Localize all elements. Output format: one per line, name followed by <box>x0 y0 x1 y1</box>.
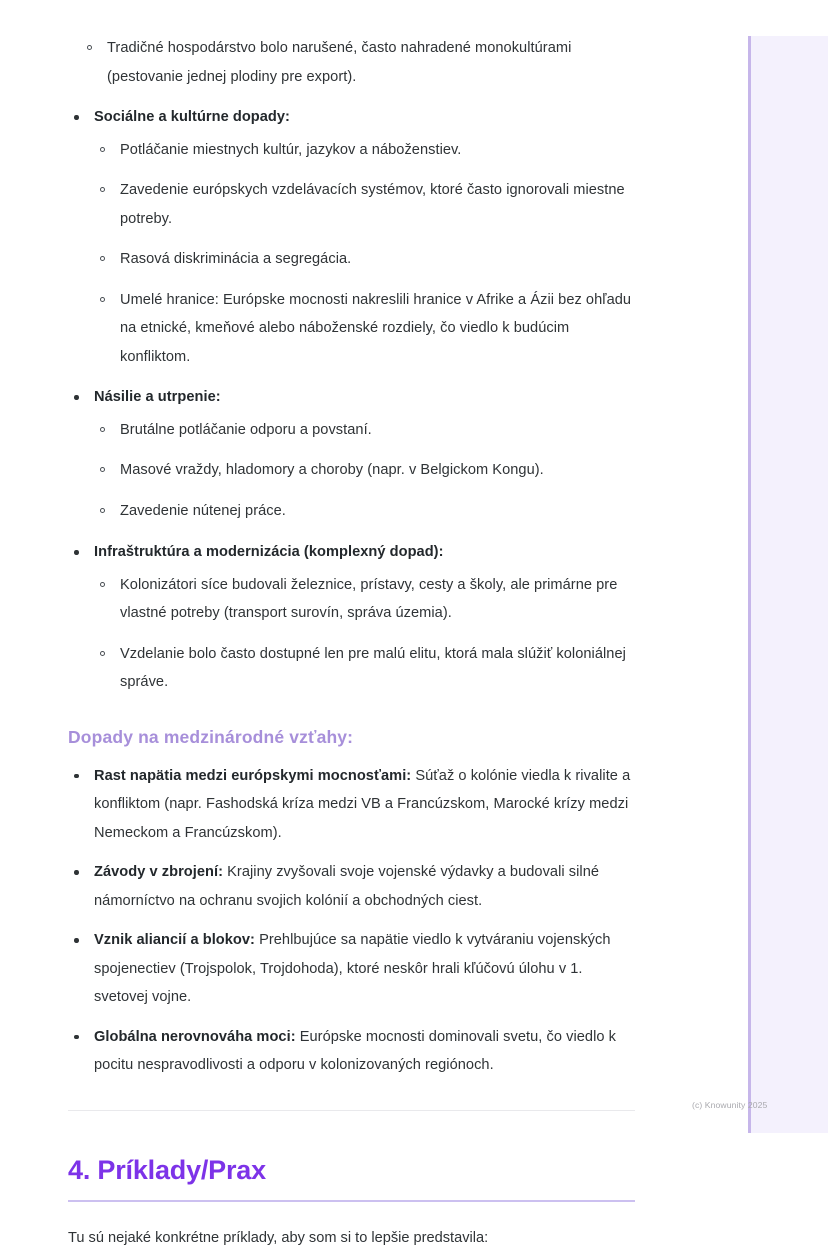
disc-bullet-icon <box>74 774 79 779</box>
list-item <box>94 416 640 445</box>
bullet-group-relations <box>68 762 640 1080</box>
list-item <box>68 538 640 697</box>
list-item-text: Prehlbujúce sa napätie viedlo k vytváraniu vojenských spojenectiev (Trojspolok, Trojdohoda), ktoré neskôr hrali kľúčovú úlohu v 1. svetovej vojne. <box>94 932 611 1005</box>
list-item-lead: Rast napätia medzi európskymi mocnosťami: <box>94 768 411 784</box>
disc-bullet-icon <box>74 395 79 400</box>
right-accent-panel <box>748 36 828 1133</box>
list-item-text: Tradičné hospodárstvo bolo narušené, často nahradené monokultúrami (pestovanie jednej plodiny pre export). <box>107 40 571 85</box>
bullet-group-infrastructure <box>68 538 640 697</box>
section-intro-paragraph: Tu sú nejaké konkrétne príklady, aby som si to lepšie predstavila: <box>68 1224 640 1252</box>
disc-bullet-icon <box>74 870 79 875</box>
list-item <box>68 1023 640 1080</box>
list-item <box>68 103 640 371</box>
list-item-text: Vzdelanie bolo často dostupné len pre malú elitu, ktorá mala slúžiť koloniálnej správe. <box>120 646 626 691</box>
disc-bullet-icon <box>74 1035 79 1040</box>
circle-bullet-icon <box>100 427 105 432</box>
circle-bullet-icon <box>100 582 105 587</box>
list-item <box>68 383 640 525</box>
list-item <box>94 571 640 628</box>
list-item-lead: Násilie a utrpenie: <box>94 389 221 405</box>
circle-bullet-icon <box>100 187 105 192</box>
list-item-lead: Infraštruktúra a modernizácia (komplexný dopad): <box>94 544 443 560</box>
list-item-text: Súťaž o kolónie viedla k rivalite a konfliktom (napr. Fashodská kríza medzi VB a Francúzskom, Marocké krízy medzi Nemeckom a Francúzskom). <box>94 768 630 841</box>
sublist <box>94 136 640 372</box>
list-item-text: Zavedenie nútenej práce. <box>120 503 286 519</box>
list-item-lead: Závody v zbrojení: <box>94 864 223 880</box>
bullet-group-social <box>68 103 640 371</box>
list-item <box>81 34 640 91</box>
subsection-heading: Dopady na medzinárodné vzťahy: <box>68 727 640 748</box>
disc-bullet-icon <box>74 115 79 120</box>
list-item-text: Masové vraždy, hladomory a choroby (napr. v Belgickom Kongu). <box>120 462 544 478</box>
list-item-text: Krajiny zvyšovali svoje vojenské výdavky a budovali silné námorníctvo na ochranu svojich kolónií a obchodných ciest. <box>94 864 599 909</box>
list-item <box>94 456 640 485</box>
list-item <box>68 926 640 1012</box>
list-item <box>94 286 640 372</box>
title-underline <box>68 1200 635 1202</box>
list-item-text: Európske mocnosti dominovali svetu, čo viedlo k pocitu nespravodlivosti a odporu v kolonizovaných regiónoch. <box>94 1029 616 1074</box>
list-item-text: Potláčanie miestnych kultúr, jazykov a náboženstiev. <box>120 142 461 158</box>
list-item-text: Rasová diskriminácia a segregácia. <box>120 251 351 267</box>
section-divider <box>68 1110 635 1111</box>
list-item <box>94 497 640 526</box>
circle-bullet-icon <box>100 297 105 302</box>
list-item <box>94 245 640 274</box>
footer-credit: (c) Knowunity 2025 <box>692 1100 767 1110</box>
list-item <box>94 640 640 697</box>
list-item <box>68 858 640 915</box>
list-item <box>94 176 640 233</box>
circle-bullet-icon <box>100 651 105 656</box>
page-title: 4. Príklady/Prax <box>68 1155 640 1186</box>
list-item-text: Umelé hranice: Európske mocnosti nakreslili hranice v Afrike a Ázii bez ohľadu na etnické, kmeňové alebo náboženské rozdiely, čo viedlo k budúcim konfliktom. <box>120 292 631 365</box>
list-item-lead: Sociálne a kultúrne dopady: <box>94 109 290 125</box>
list-item-text: Zavedenie európskych vzdelávacích systémov, ktoré často ignorovali miestne potreby. <box>120 182 625 227</box>
orphan-sublist <box>81 34 640 91</box>
list-item-lead: Vznik aliancií a blokov: <box>94 932 255 948</box>
bullet-group-violence <box>68 383 640 525</box>
sublist <box>94 571 640 697</box>
circle-bullet-icon <box>100 467 105 472</box>
sublist <box>94 416 640 526</box>
circle-bullet-icon <box>87 45 92 50</box>
list-item-text: Brutálne potláčanie odporu a povstaní. <box>120 422 372 438</box>
list-item-lead: Globálna nerovnováha moci: <box>94 1029 296 1045</box>
disc-bullet-icon <box>74 550 79 555</box>
list-item <box>68 762 640 848</box>
disc-bullet-icon <box>74 938 79 943</box>
circle-bullet-icon <box>100 508 105 513</box>
circle-bullet-icon <box>100 256 105 261</box>
list-item <box>94 136 640 165</box>
circle-bullet-icon <box>100 147 105 152</box>
list-item-text: Kolonizátori síce budovali železnice, prístavy, cesty a školy, ale primárne pre vlastné potreby (transport surovín, správa územia). <box>120 577 617 622</box>
